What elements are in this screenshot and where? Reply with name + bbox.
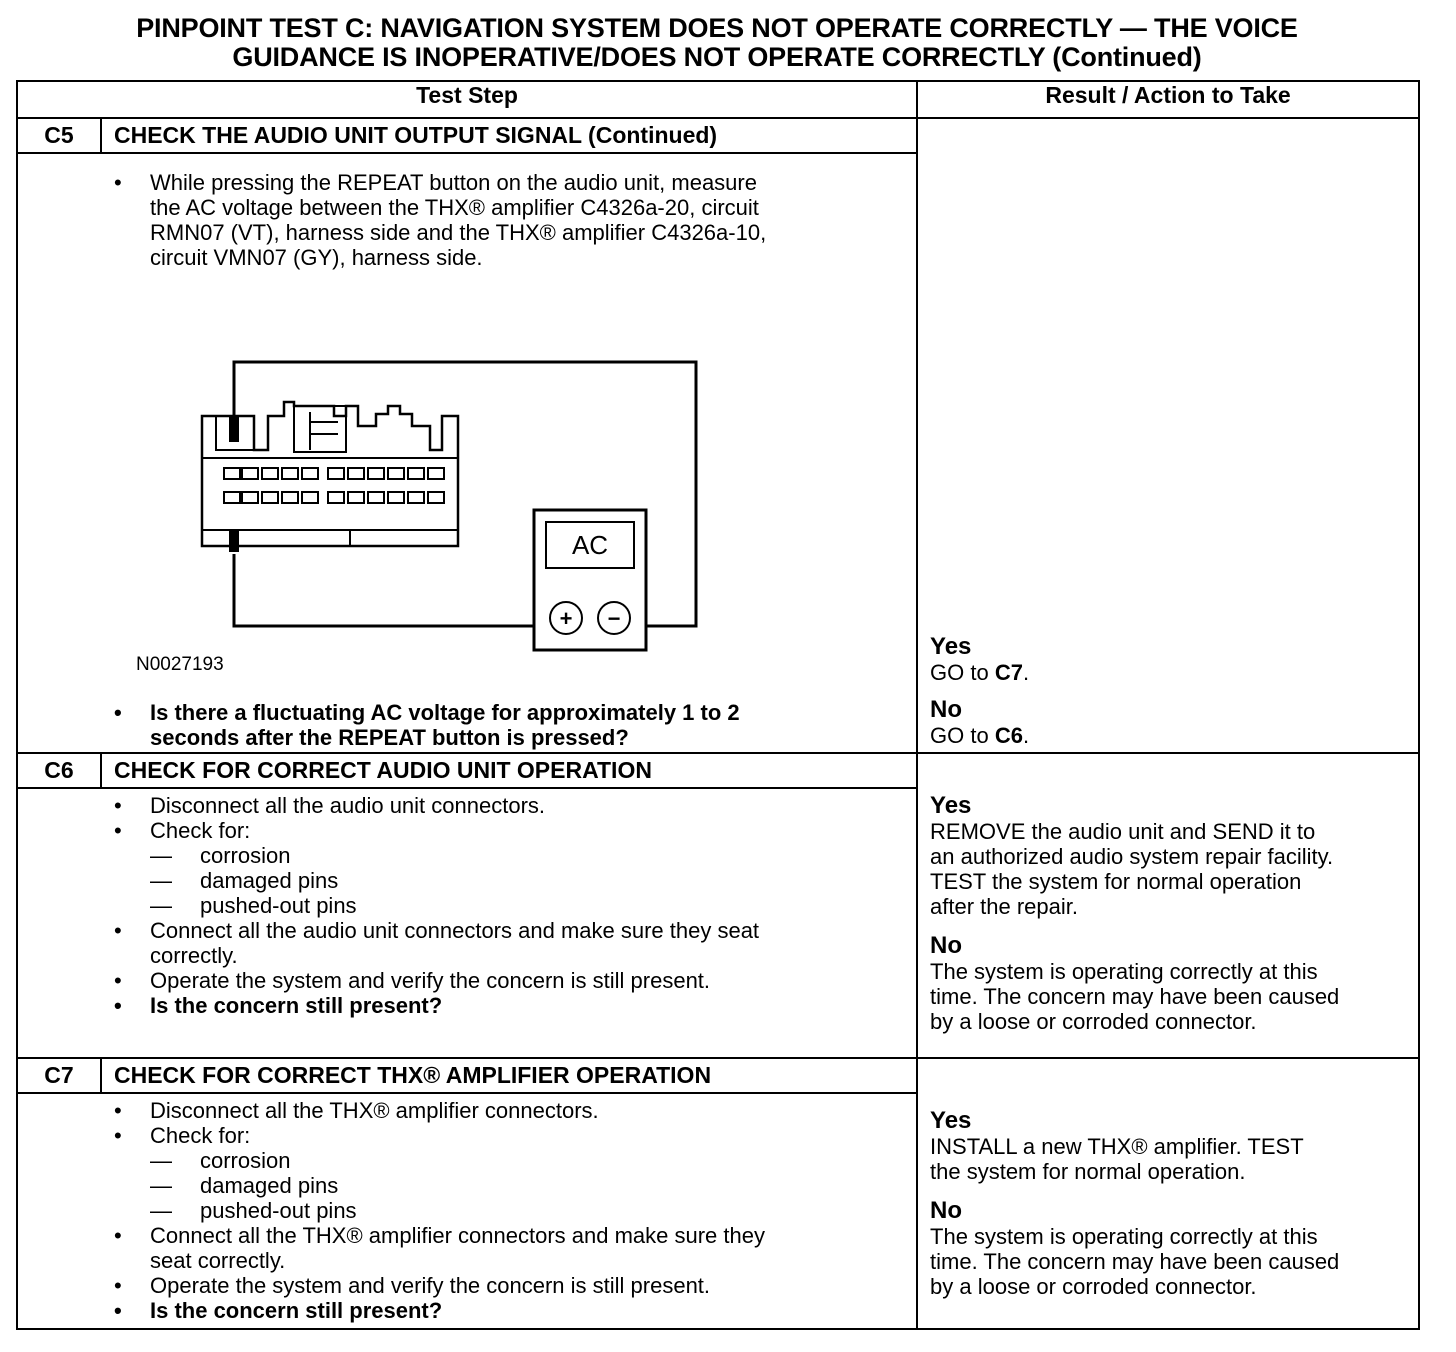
meter-wire-positive [234, 554, 534, 626]
list-item: • Connect all the audio unit connectors and make sure they seat [114, 918, 760, 943]
step-id-c7: C7 [17, 1058, 101, 1093]
connector-measurement-diagram [198, 354, 718, 664]
result-c6-yes-line: after the repair. [930, 894, 1078, 919]
list-item: • Disconnect all the audio unit connectors. [114, 793, 546, 818]
result-c6-yes-label: Yes [930, 792, 972, 819]
list-item: the AC voltage between the THX® amplifier C4326a-20, circuit [150, 195, 759, 220]
result-c6-yes-line: an authorized audio system repair facility. [930, 844, 1334, 869]
step-c5-title-row [17, 118, 1419, 153]
figure-id: N0027193 [136, 654, 224, 675]
result-c6-no-line: by a loose or corroded connector. [930, 1009, 1257, 1034]
list-item: seconds after the REPEAT button is pressed? [150, 725, 629, 750]
list-item: • Disconnect all the THX® amplifier connectors. [114, 1098, 599, 1123]
list-item: circuit VMN07 (GY), harness side. [150, 245, 483, 270]
result-c7-yes-label: Yes [930, 1107, 972, 1134]
pin-cavity [242, 492, 258, 503]
minus-symbol: − [607, 606, 621, 631]
pinpoint-test-table [16, 80, 1420, 1330]
step-id-c5: C5 [17, 118, 101, 153]
connector-lock [294, 406, 346, 452]
step-c7-title-row [17, 1058, 1419, 1093]
pin-cavity [302, 492, 318, 503]
page-title [16, 14, 1418, 72]
step-title-c6: CHECK FOR CORRECT AUDIO UNIT OPERATION [101, 753, 917, 788]
result-c7-no-line: The system is operating correctly at this [930, 1224, 1318, 1249]
result-c6-no-line: time. The concern may have been caused [930, 984, 1340, 1009]
title-line-1: PINPOINT TEST C: NAVIGATION SYSTEM DOES NOT OPERATE CORRECTLY — THE VOICE [136, 13, 1298, 43]
table-header-row [17, 81, 1419, 118]
step-title-c7: CHECK FOR CORRECT THX® AMPLIFIER OPERATION [101, 1058, 917, 1093]
list-item: — damaged pins [150, 868, 339, 893]
list-item: • Connect all the THX® amplifier connectors and make sure they [114, 1223, 765, 1248]
pin-cavity [224, 492, 240, 503]
pin-cavity [408, 468, 424, 479]
step-title-c5: CHECK THE AUDIO UNIT OUTPUT SIGNAL (Continued) [101, 118, 917, 153]
pin-cavity [368, 492, 384, 503]
pin-cavity [328, 492, 344, 503]
step-c5-question [18, 700, 916, 750]
pin-cavity [348, 468, 364, 479]
pin-cavity [282, 492, 298, 503]
step-c7-bullets [18, 1098, 916, 1323]
pin-cavity [428, 468, 444, 479]
result-c6-yes-line: REMOVE the audio unit and SEND it to [930, 819, 1316, 844]
connector-pins-top [224, 468, 444, 479]
result-c6-no-line: The system is operating correctly at this [930, 959, 1318, 984]
list-item: — damaged pins [150, 1173, 339, 1198]
pin-cavity [302, 468, 318, 479]
step-body-c7 [17, 1093, 917, 1329]
plus-symbol: + [559, 606, 573, 631]
pin-cavity [262, 468, 278, 479]
header-test-step: Test Step [17, 81, 917, 118]
result-c5-no-label: No [930, 696, 963, 723]
pin-cavity [368, 468, 384, 479]
pin-cavity [408, 492, 424, 503]
step-body-c5 [17, 153, 917, 753]
title-line-2: GUIDANCE IS INOPERATIVE/DOES NOT OPERATE CORRECTLY (Continued) [232, 42, 1202, 72]
pin-cavity [224, 468, 240, 479]
meter-label: AC [571, 530, 609, 560]
list-item: • Check for: [114, 1123, 251, 1148]
list-item: • Operate the system and verify the concern is still present. [114, 968, 711, 993]
result-c5-no-action: GO to C6. [930, 723, 1030, 748]
list-item: • Is the concern still present? [114, 993, 443, 1018]
result-c5-yes-label: Yes [930, 633, 972, 660]
pin-cavity [328, 468, 344, 479]
list-item: — pushed-out pins [150, 893, 357, 918]
pin-cavity [242, 468, 258, 479]
step-c6-title-row [17, 753, 1419, 788]
step-body-c6 [17, 788, 917, 1058]
header-result: Result / Action to Take [917, 81, 1419, 118]
list-item: RMN07 (VT), harness side and the THX® amplifier C4326a-10, [150, 220, 767, 245]
result-c6-yes-line: TEST the system for normal operation [930, 869, 1302, 894]
result-c6-no-label: No [930, 932, 963, 959]
list-item: — corrosion [150, 843, 291, 868]
probe-top-icon [229, 416, 239, 442]
result-c6 [917, 753, 1419, 1058]
result-c5 [917, 118, 1419, 753]
list-item: correctly. [150, 943, 238, 968]
pin-cavity [388, 492, 404, 503]
pin-cavity [282, 468, 298, 479]
list-item: — corrosion [150, 1148, 291, 1173]
list-item: • Check for: [114, 818, 251, 843]
pin-cavity [428, 492, 444, 503]
result-c7-yes-line: the system for normal operation. [930, 1159, 1246, 1184]
result-c7-yes-line: INSTALL a new THX® amplifier. TEST [930, 1134, 1304, 1159]
list-item: seat correctly. [150, 1248, 286, 1273]
result-c7-no-line: by a loose or corroded connector. [930, 1274, 1257, 1299]
result-c7 [917, 1058, 1419, 1329]
list-item: • Is the concern still present? [114, 1298, 443, 1323]
step-c6-bullets [18, 793, 916, 1018]
pin-cavity [388, 468, 404, 479]
result-c7-no-label: No [930, 1197, 963, 1224]
probe-bottom-icon [229, 530, 239, 552]
list-item: — pushed-out pins [150, 1198, 357, 1223]
list-item: • While pressing the REPEAT button on the audio unit, measure [114, 170, 757, 195]
result-c5-yes-action: GO to C7. [930, 660, 1030, 685]
connector-pins-bottom [224, 492, 444, 503]
list-item: • Is there a fluctuating AC voltage for approximately 1 to 2 [114, 700, 740, 725]
step-id-c6: C6 [17, 753, 101, 788]
pin-cavity [348, 492, 364, 503]
pin-cavity [262, 492, 278, 503]
result-c7-no-line: time. The concern may have been caused [930, 1249, 1340, 1274]
list-item: • Operate the system and verify the concern is still present. [114, 1273, 711, 1298]
step-c5-bullets [18, 170, 916, 270]
